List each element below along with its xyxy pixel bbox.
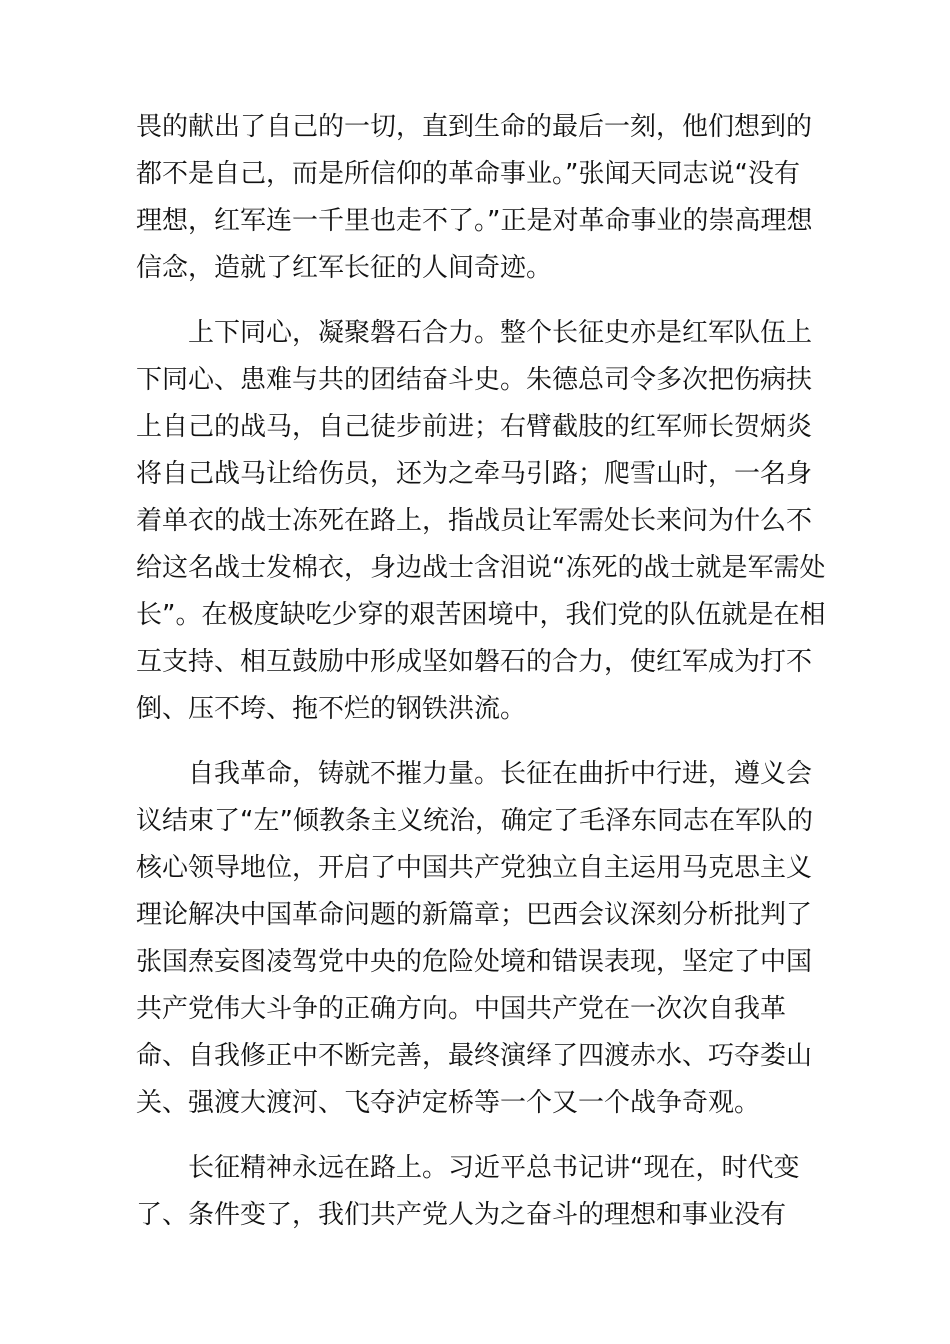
text-line: 都不是自己，而是所信仰的革命事业。”张闻天同志说“没有 [136, 159, 800, 189]
text-line: 着单衣的战士冻死在路上，指战员让军需处长来问为什么不 [136, 506, 813, 536]
text-line: 核心领导地位，开启了中国共产党独立自主运用马克思主义 [136, 853, 813, 883]
text-line: 给这名战士发棉衣，身边战士含泪说“冻死的战士就是军需处 [136, 553, 826, 583]
text-line: 理想，红军连一千里也走不了。”正是对革命事业的崇高理想 [136, 206, 813, 236]
text-line: 命、自我修正中不断完善，最终演绎了四渡赤水、巧夺娄山 [136, 1041, 813, 1071]
text-line: 下同心、患难与共的团结奋斗史。朱德总司令多次把伤病扶 [136, 365, 813, 395]
text-line: 上下同心，凝聚磐石合力。整个长征史亦是红军队伍上 [188, 318, 813, 348]
text-line: 了、条件变了，我们共产党人为之奋斗的理想和事业没有 [136, 1200, 787, 1230]
text-line: 信念，造就了红军长征的人间奇迹。 [136, 253, 553, 283]
text-line: 畏的献出了自己的一切，直到生命的最后一刻，他们想到的 [136, 112, 813, 142]
text-line: 长”。在极度缺吃少穿的艰苦困境中，我们党的队伍就是在相 [136, 600, 826, 630]
paragraph-self-revolution [136, 751, 826, 1127]
text-line: 张国焘妄图凌驾党中央的危险处境和错误表现，坚定了中国 [136, 947, 813, 977]
text-line: 议结束了“左”倾教条主义统治，确定了毛泽东同志在军队的 [136, 806, 813, 836]
paragraph-continuation [136, 104, 826, 292]
paragraph-unity [136, 310, 826, 733]
text-line: 互支持、相互鼓励中形成坚如磐石的合力，使红军成为打不 [136, 647, 813, 677]
paragraph-long-march-spirit [136, 1145, 826, 1239]
text-line: 将自己战马让给伤员，还为之牵马引路；爬雪山时，一名身 [136, 459, 813, 489]
text-line: 关、强渡大渡河、飞夺泸定桥等一个又一个战争奇观。 [136, 1088, 761, 1118]
text-line: 上自己的战马，自己徒步前进；右臂截肢的红军师长贺炳炎 [136, 412, 813, 442]
text-line: 倒、压不垮、拖不烂的钢铁洪流。 [136, 694, 527, 724]
text-line: 共产党伟大斗争的正确方向。中国共产党在一次次自我革 [136, 994, 787, 1024]
text-line: 自我革命，铸就不摧力量。长征在曲折中行进，遵义会 [188, 759, 813, 789]
text-line: 理论解决中国革命问题的新篇章；巴西会议深刻分析批判了 [136, 900, 813, 930]
text-line: 长征精神永远在路上。习近平总书记讲“现在，时代变 [188, 1153, 800, 1183]
